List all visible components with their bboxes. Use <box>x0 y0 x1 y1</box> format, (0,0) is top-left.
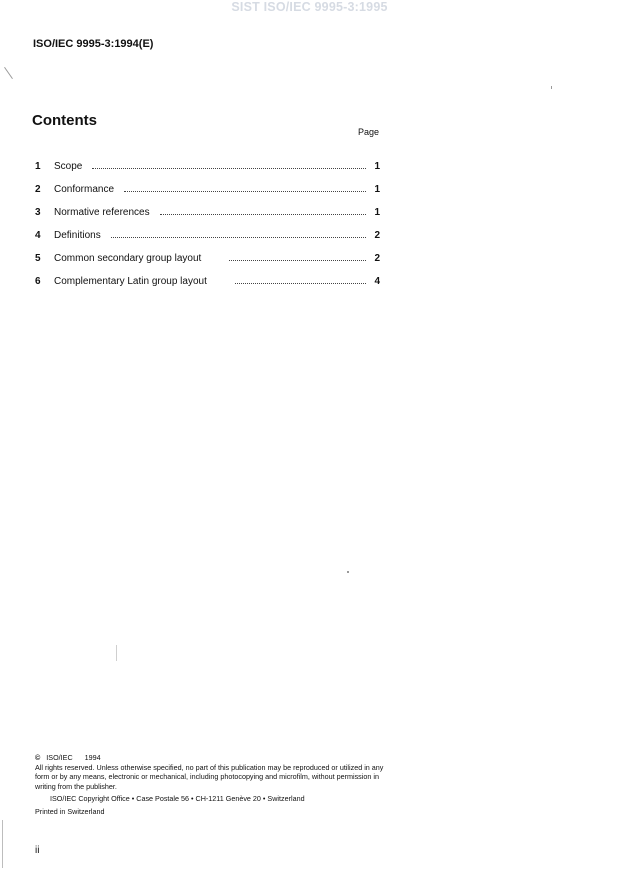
toc-entry-scope[interactable] <box>35 149 380 172</box>
toc-entry-number: 4 <box>35 230 41 241</box>
scan-speck <box>116 645 117 661</box>
dot-leader <box>160 214 366 215</box>
toc-entry-page: 1 <box>374 184 380 195</box>
dot-leader <box>111 237 366 238</box>
table-of-contents <box>35 149 380 287</box>
page-number: ii <box>35 845 40 856</box>
copyright-line <box>35 753 395 763</box>
toc-entry-page: 1 <box>374 161 380 172</box>
page-title: Contents <box>32 112 97 129</box>
scan-speck <box>2 820 3 868</box>
toc-entry-normative-references[interactable] <box>35 195 380 218</box>
toc-entry-title: Scope <box>54 161 83 172</box>
toc-entry-page: 2 <box>374 230 380 241</box>
toc-entry-common-secondary-group-layout[interactable] <box>35 241 380 264</box>
toc-entry-number: 6 <box>35 276 41 287</box>
copyright-office-address: ISO/IEC Copyright Office • Case Postale 56 • CH-1211 Genève 20 • Switzerland <box>50 794 305 804</box>
toc-entry-title: Complementary Latin group layout <box>54 276 207 287</box>
scan-speck <box>551 86 552 89</box>
scan-speck <box>4 67 13 79</box>
toc-entry-page: 1 <box>374 207 380 218</box>
toc-entry-page: 4 <box>374 276 380 287</box>
document-identifier: ISO/IEC 9995-3:1994(E) <box>33 38 154 50</box>
toc-entry-number: 5 <box>35 253 41 264</box>
toc-entry-title: Conformance <box>54 184 115 195</box>
dot-leader <box>229 260 366 261</box>
toc-entry-conformance[interactable] <box>35 172 380 195</box>
rights-statement: All rights reserved. Unless otherwise specified, no part of this publication may be reproduced or utilized in any form or by any means, electronic or mechanical, including photocopying and microfilm, without permission in writing from the publisher. <box>35 762 384 791</box>
dot-leader <box>124 191 366 192</box>
toc-entry-page: 2 <box>374 253 380 264</box>
toc-entry-title: Normative references <box>54 207 150 218</box>
dot-leader <box>235 283 366 284</box>
toc-entry-number: 1 <box>35 161 41 172</box>
printed-in-statement: Printed in Switzerland <box>35 806 105 816</box>
copyright-year: 1994 <box>84 753 101 762</box>
toc-entry-number: 2 <box>35 184 41 195</box>
copyright-notice <box>35 753 395 817</box>
toc-entry-definitions[interactable] <box>35 218 380 241</box>
page-column-label: Page <box>358 127 380 137</box>
toc-entry-number: 3 <box>35 207 41 218</box>
toc-entry-complementary-latin-group-layout[interactable] <box>35 264 380 287</box>
watermark: SIST ISO/IEC 9995-3:1995 <box>231 0 388 14</box>
scan-speck <box>347 571 349 573</box>
toc-entry-title: Common secondary group layout <box>54 253 202 264</box>
dot-leader <box>92 168 366 169</box>
toc-entry-title: Definitions <box>54 230 101 241</box>
copyright-holder: ISO/IEC <box>46 753 73 762</box>
copyright-symbol: © <box>35 753 41 762</box>
